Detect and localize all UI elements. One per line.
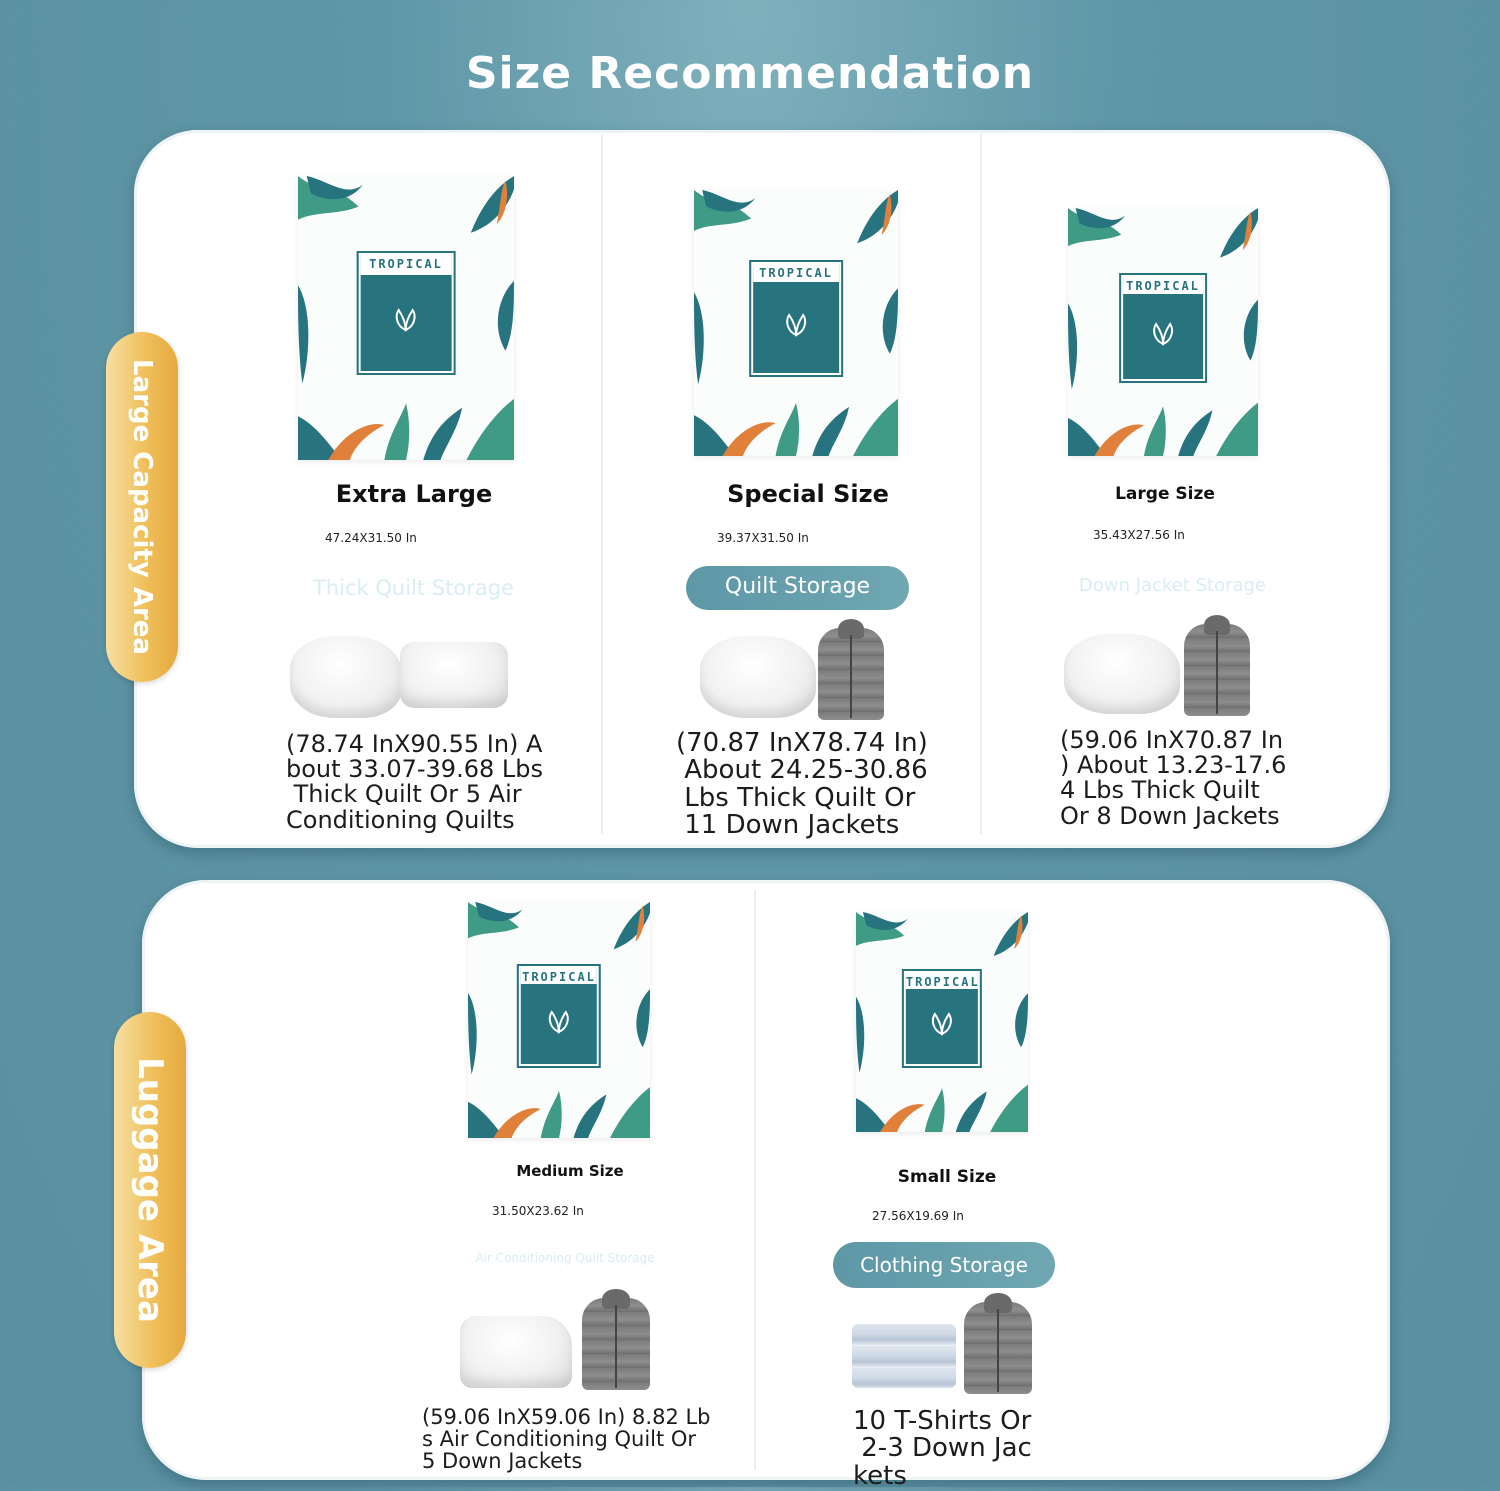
- column-divider: [980, 134, 982, 834]
- desc-line: kets: [853, 1460, 907, 1491]
- quilt-image: [460, 1316, 572, 1388]
- usage-small-size: Clothing Storage: [833, 1242, 1055, 1288]
- desc-line: Conditioning Quilts: [286, 805, 515, 834]
- bag-brand-label: [359, 253, 454, 373]
- large-capacity-area-tab: [106, 332, 178, 682]
- desc-line: (70.87 InX78.74 In): [676, 728, 928, 758]
- tshirts-image: [852, 1324, 956, 1388]
- column-divider: [754, 890, 756, 1470]
- bag-brand-label: [904, 971, 980, 1065]
- product-name-small-size: Small Size: [897, 1167, 997, 1187]
- desc-line: (78.74 InX90.55 In) A: [286, 730, 543, 758]
- quilt-image: [700, 636, 816, 718]
- desc-line: Lbs Thick Quilt Or: [676, 782, 916, 813]
- desc-line: Thick Quilt Or 5 Air: [286, 780, 522, 809]
- product-desc-medium-size: [422, 1406, 711, 1472]
- bag-brand-text: TROPICAL: [906, 972, 978, 988]
- product-dims-special-size: 39.37X31.50 In: [717, 531, 809, 545]
- quilt-image: [1064, 634, 1180, 714]
- desc-line: ) About 13.23-17.6: [1060, 751, 1287, 780]
- desc-line: 11 Down Jackets: [676, 809, 900, 840]
- product-name-special-size: Special Size: [727, 480, 889, 508]
- storage-bag-image: [468, 902, 650, 1138]
- down-jacket-image: [818, 628, 884, 720]
- bag-brand-text: TROPICAL: [753, 263, 839, 283]
- leaf-logo-icon: [781, 311, 811, 337]
- product-desc-large-size: [1060, 728, 1286, 829]
- storage-bag-image: [694, 190, 898, 456]
- desc-line: 10 T-Shirts Or: [853, 1406, 1032, 1436]
- product-desc-special-size: [676, 730, 928, 839]
- bag-brand-label: [1121, 275, 1205, 381]
- bag-brand-text: TROPICAL: [521, 967, 597, 984]
- bag-brand-text: TROPICAL: [1123, 276, 1203, 294]
- leaf-logo-icon: [391, 306, 421, 332]
- usage-extra-large: Thick Quilt Storage: [313, 576, 514, 600]
- product-desc-small-size: [853, 1408, 1032, 1490]
- luggage-area-tab: [114, 1012, 186, 1368]
- luggage-panel: [142, 880, 1390, 1480]
- desc-line: 4 Lbs Thick Quilt: [1060, 776, 1260, 805]
- quilt-image: [400, 642, 508, 708]
- desc-line: 5 Down Jackets: [422, 1449, 583, 1474]
- desc-line: 2-3 Down Jac: [853, 1433, 1032, 1464]
- usage-special-size: Quilt Storage: [686, 566, 909, 610]
- product-desc-extra-large: [286, 732, 543, 833]
- product-dims-small-size: 27.56X19.69 In: [872, 1209, 964, 1223]
- leaf-logo-icon: [927, 1010, 957, 1036]
- large-capacity-area-label: Large Capacity Area: [127, 359, 157, 655]
- desc-line: (59.06 InX70.87 In: [1060, 726, 1284, 754]
- desc-line: (59.06 InX59.06 In) 8.82 Lb: [422, 1405, 711, 1429]
- column-divider: [601, 134, 603, 834]
- product-name-medium-size: Medium Size: [516, 1162, 624, 1180]
- desc-line: s Air Conditioning Quilt Or: [422, 1427, 697, 1452]
- desc-line: bout 33.07-39.68 Lbs: [286, 755, 543, 784]
- product-name-large-size: Large Size: [1115, 484, 1215, 504]
- usage-large-size: Down Jacket Storage: [1078, 575, 1267, 596]
- bag-brand-label: [519, 966, 599, 1067]
- page-title: Size Recommendation: [465, 48, 1035, 99]
- luggage-area-label: Luggage Area: [130, 1057, 170, 1323]
- down-jacket-image: [1184, 624, 1250, 716]
- down-jacket-image: [582, 1298, 650, 1390]
- storage-bag-image: [1068, 208, 1258, 456]
- product-name-extra-large: Extra Large: [335, 480, 493, 508]
- product-dims-large-size: 35.43X27.56 In: [1093, 528, 1185, 542]
- storage-bag-image: [856, 912, 1028, 1132]
- down-jacket-image: [964, 1302, 1032, 1394]
- bag-brand-text: TROPICAL: [361, 254, 452, 275]
- product-dims-medium-size: 31.50X23.62 In: [492, 1204, 584, 1218]
- leaf-logo-icon: [1148, 320, 1178, 346]
- bag-brand-label: [751, 262, 841, 375]
- desc-line: Or 8 Down Jackets: [1060, 801, 1280, 830]
- quilt-image: [290, 636, 402, 718]
- storage-bag-image: [298, 176, 514, 460]
- product-dims-extra-large: 47.24X31.50 In: [325, 531, 417, 545]
- leaf-logo-icon: [544, 1008, 574, 1034]
- desc-line: About 24.25-30.86: [676, 755, 928, 786]
- usage-medium-size: Air Conditioning Quilt Storage: [475, 1251, 655, 1265]
